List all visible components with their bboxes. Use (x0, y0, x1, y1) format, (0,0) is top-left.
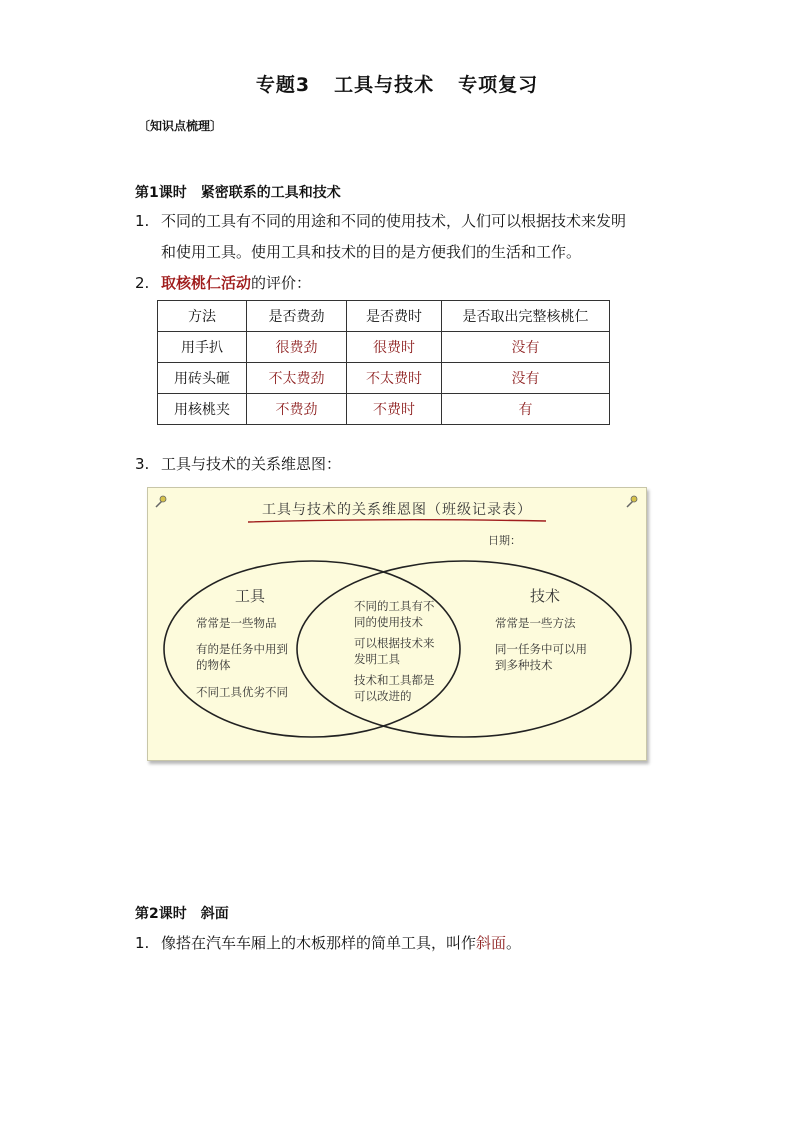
shared-items (354, 598, 435, 704)
venn-item: 同的使用技术 (354, 615, 423, 629)
title-part-3: 专项复习 (458, 74, 539, 96)
item3-text: 工具与技术的关系维恩图： (161, 455, 342, 473)
item-number: 1. (135, 934, 150, 952)
section-tag: 〔知识点梳理〕 (138, 119, 223, 133)
table-cell: 用砖头砸 (158, 363, 247, 394)
table-header: 方法 (158, 301, 247, 332)
page-title (0, 70, 794, 97)
title-part-2: 工具与技术 (334, 74, 435, 96)
title-underline (248, 520, 546, 522)
table-row (158, 363, 610, 394)
table-cell: 不太费时 (347, 363, 442, 394)
lesson2-heading: 第2课时 斜面 (135, 906, 229, 922)
lesson1-item1 (135, 206, 695, 268)
table-cell: 不太费劲 (247, 363, 347, 394)
technology-items (495, 615, 587, 673)
venn-title: 工具与技术的关系维恩图（班级记录表） (262, 502, 532, 518)
table-row (158, 394, 610, 425)
item1-line2: 和使用工具。使用工具和技术的目的是方便我们的生活和工作。 (161, 243, 582, 261)
venn-item: 可以根据技术来 (354, 636, 435, 650)
table-cell: 没有 (442, 332, 610, 363)
item1-line1: 不同的工具有不同的用途和不同的使用技术，人们可以根据技术来发明 (161, 212, 627, 230)
venn-item: 有的是任务中用到 (196, 642, 288, 656)
table-row (158, 332, 610, 363)
venn-item: 到多种技术 (495, 658, 553, 672)
item-number: 3. (135, 455, 150, 473)
table-cell: 没有 (442, 363, 610, 394)
lesson1-heading: 第1课时 紧密联系的工具和技术 (135, 185, 341, 201)
table-header: 是否费劲 (247, 301, 347, 332)
venn-item: 常常是一些方法 (495, 616, 576, 630)
technology-label: 技术 (530, 587, 561, 605)
table-header-row (158, 301, 610, 332)
lesson1-item3 (135, 449, 341, 480)
venn-item: 不同的工具有不 (354, 599, 435, 613)
table-cell: 很费时 (347, 332, 442, 363)
table-cell: 用手扒 (158, 332, 247, 363)
table-cell: 不费时 (347, 394, 442, 425)
venn-item: 不同工具优劣不同 (196, 685, 288, 699)
lesson2-item1-after: 。 (506, 934, 522, 952)
table-header: 是否取出完整核桃仁 (442, 301, 610, 332)
table-cell: 有 (442, 394, 610, 425)
lesson1-item2 (135, 268, 311, 299)
table-header: 是否费时 (347, 301, 442, 332)
table-cell: 用核桃夹 (158, 394, 247, 425)
venn-diagram-card (147, 487, 647, 761)
table-cell: 很费劲 (247, 332, 347, 363)
tools-label: 工具 (235, 587, 266, 605)
venn-item: 可以改进的 (354, 689, 412, 703)
evaluation-table (157, 300, 610, 425)
venn-item: 技术和工具都是 (354, 673, 435, 687)
activity-highlight: 取核桃仁活动 (161, 274, 252, 292)
venn-date-label: 日期： (488, 534, 521, 547)
venn-item: 同一任务中可以用 (495, 642, 587, 656)
table-cell: 不费劲 (247, 394, 347, 425)
venn-item: 的物体 (196, 658, 231, 672)
tools-items (196, 615, 288, 700)
lesson2-item1-before: 像搭在汽车车厢上的木板那样的简单工具，叫作 (161, 934, 477, 952)
venn-item: 常常是一些物品 (196, 616, 277, 630)
title-part-1: 专题3 (255, 74, 311, 96)
lesson2-item1 (135, 928, 521, 959)
item-number: 2. (135, 274, 150, 292)
venn-item: 发明工具 (354, 652, 400, 666)
incline-term: 斜面 (476, 934, 507, 952)
item2-rest: 的评价： (251, 274, 312, 292)
item-number: 1. (135, 212, 150, 230)
